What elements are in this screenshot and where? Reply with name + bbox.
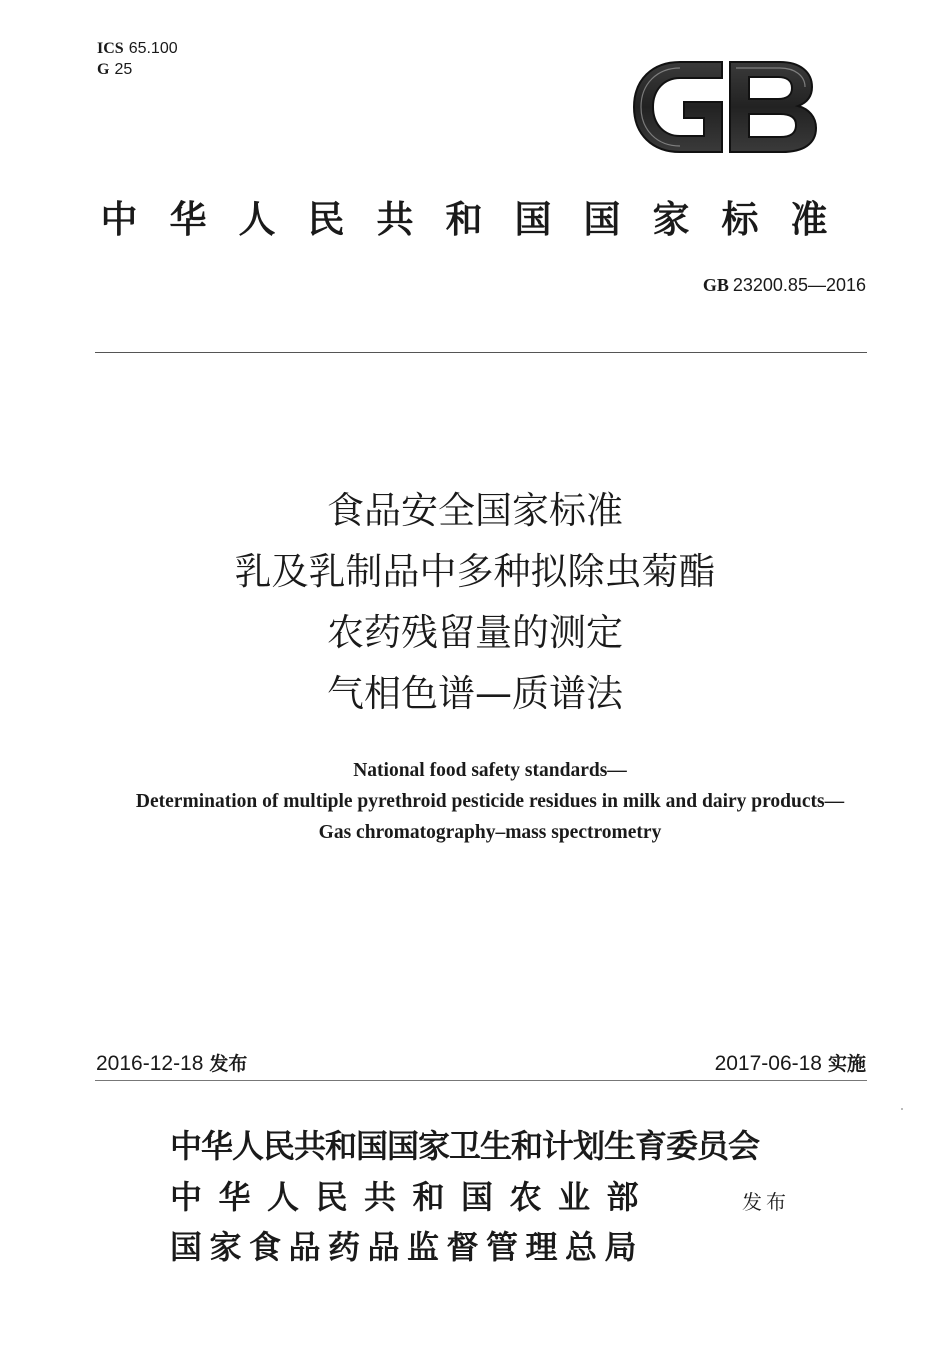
english-title	[0, 755, 950, 848]
ics-label: ICS	[97, 40, 124, 57]
chinese-title-line-1: 食品安全国家标准	[327, 489, 623, 532]
implementation-date	[715, 1049, 866, 1076]
ics-line	[97, 38, 178, 59]
issue-date	[96, 1049, 247, 1076]
chinese-title-line-3: 农药残留量的测定	[327, 611, 623, 654]
bottom-divider	[95, 1080, 867, 1081]
top-divider	[95, 352, 867, 353]
issuer-ministry-agriculture: 中华人民共和国农业部	[170, 1178, 656, 1216]
standard-code: 23200.85—2016	[732, 275, 866, 295]
class-label: G	[97, 61, 110, 78]
scan-speck	[901, 1108, 903, 1110]
implementation-date-suffix: 实施	[827, 1053, 866, 1075]
chinese-title	[0, 480, 950, 724]
english-title-line-1: National food safety standards—	[353, 760, 627, 781]
chinese-title-line-4: 气相色谱—质谱法	[327, 672, 623, 715]
issuer-food-drug-administration: 国家食品药品监督管理总局	[170, 1228, 645, 1266]
implementation-date-value: 2017-06-18	[714, 1052, 822, 1075]
english-title-line-2: Determination of multiple pyrethroid pesticide residues in milk and dairy products—	[135, 791, 845, 812]
standard-prefix: GB	[702, 275, 729, 295]
ics-codes	[97, 38, 178, 80]
standard-number	[703, 275, 866, 296]
english-title-line-3: Gas chromatography–mass spectrometry	[318, 822, 662, 843]
class-line	[97, 59, 178, 80]
publish-label: 发布	[742, 1190, 790, 1214]
gb-logo	[630, 58, 818, 156]
country-title: 中华人民共和国国家标准	[100, 198, 860, 241]
chinese-title-line-2: 乳及乳制品中多种拟除虫菊酯	[234, 550, 716, 593]
class-value: 25	[114, 61, 133, 78]
issue-date-value: 2016-12-18	[96, 1052, 204, 1075]
ics-value: 65.100	[128, 40, 178, 57]
issuer-health-commission: 中华人民共和国国家卫生和计划生育委员会	[170, 1127, 760, 1165]
issue-date-suffix: 发布	[209, 1053, 248, 1075]
